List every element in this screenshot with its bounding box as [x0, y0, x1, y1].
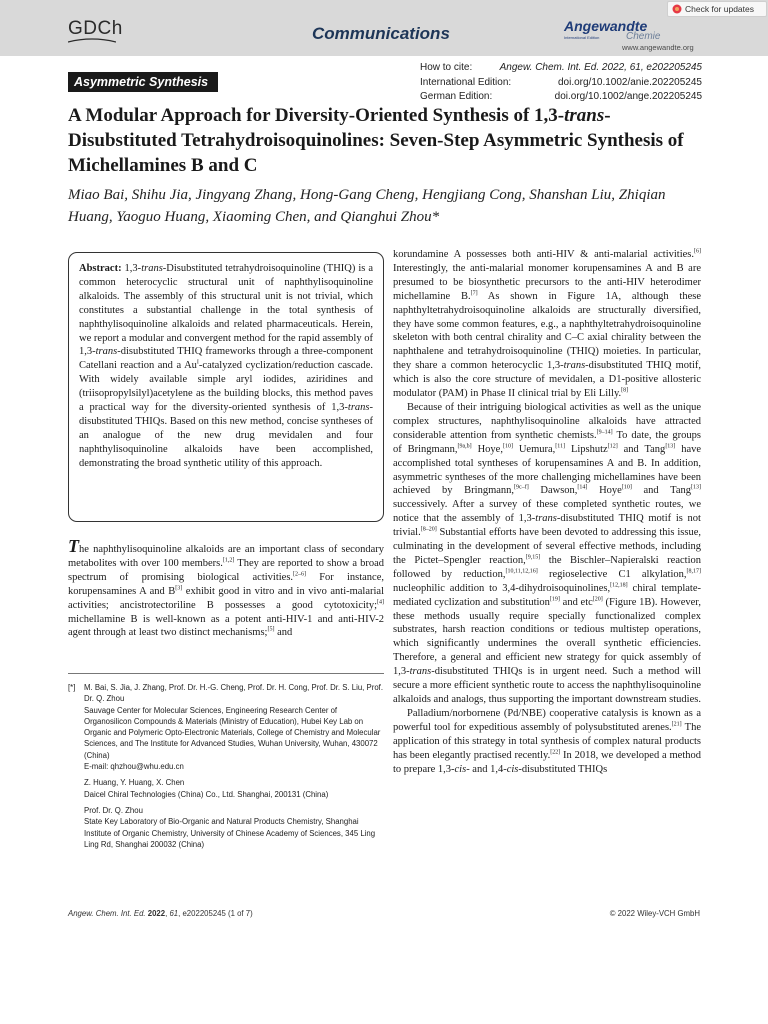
footnote-affiliation: Sauvage Center for Molecular Sciences, Engineering Research Center of Organosilicon Compounds & Materials (Ministry of Education), Hubei Key Lab on Organic and Polymeric Opto-Electronic Materials, College of Chemistry and Molecular Sciences, and The Institute for Advanced Studies, Wuhan University, Wuhan, 430072 (China) [84, 705, 381, 760]
footnote-affiliation: State Key Laboratory of Bio-Organic and Natural Products Chemistry, Shanghai Institute of Organic Chemistry, University of Chinese Academy of Sciences, 345 Ling Ling Rd, Shanghai 200032 (China) [84, 817, 376, 849]
footnote-block [68, 682, 384, 772]
citation-value: Angew. Chem. Int. Ed. 2022, 61, e202205245 [499, 62, 702, 73]
text-run: Lipshutz [565, 443, 608, 455]
text-run: korundamine A possesses both anti-HIV & anti-malarial activities. [393, 249, 694, 260]
footnote-names: M. Bai, S. Jia, J. Zhang, Prof. Dr. H.-G. Cheng, Prof. Dr. H. Cong, Prof. Dr. S. Liu, Prof. Dr. Q. Zhou [84, 683, 383, 704]
abstract-part: -disubstituted THIQs. Based on this new method, concise syntheses of an analogue of the new drug mevidalen and four naphthylisoquinoline alkaloids have been accomplished, demonstrating the broad synthetic utility of this approach. [79, 402, 373, 469]
abstract-label: Abstract: [79, 263, 122, 274]
reference[interactable]: [10] [621, 484, 632, 491]
text-run: Hoye [587, 485, 622, 497]
text-run: Substantial efforts have been devoted to addressing this issue, culminating in the development of several effective methods, including the Pictet–Spengler reaction, [393, 527, 701, 566]
title-part: A Modular Approach for Diversity-Oriented Synthesis of 1,3- [68, 105, 565, 126]
abstract-part: 1,3- [121, 263, 142, 274]
affiliation-footnote [68, 682, 384, 855]
reference[interactable]: [9a,b] [457, 443, 472, 450]
text-run: They are reported to show a broad spectrum of promising biological activities. [68, 557, 384, 583]
reference[interactable]: [9c–f] [514, 484, 529, 491]
section-title: Communications [312, 24, 450, 43]
footnote-body [84, 777, 384, 800]
journal-sub: Chemie [626, 31, 661, 42]
reference[interactable]: [14] [577, 484, 588, 491]
footnote-names: Z. Huang, Y. Huang, X. Chen [84, 778, 185, 788]
reference[interactable]: [13] [665, 443, 676, 450]
footnote-names: Prof. Dr. Q. Zhou [84, 805, 143, 815]
footnote-body [84, 682, 384, 772]
abstract-italic: trans [141, 263, 163, 274]
abstract-italic: trans [347, 402, 370, 414]
italic-run: trans [563, 360, 586, 372]
abstract-part: -Disubstituted tetrahydroisoquinoline (THIQ) is a common heterocyclic structural unit of naphthylisoquinoline alkaloids. The assembly of this structural unit is not trivial, which constitutes a substantial challenge in the total synthesis of naphthylisoquinoline alkaloids and related pharmaceuticals. Herein, we report a modular and convergent method for the rapid assembly of 1,3- [79, 263, 374, 358]
text-run: - and 1,4- [466, 763, 507, 775]
text-run: the Bischler–Napieralski reaction followed by reduction, [393, 554, 701, 580]
footnote-affiliation: Daicel Chiral Technologies (China) Co., Ltd. Shanghai, 200131 (China) [84, 789, 329, 799]
italic-run: cis [454, 763, 467, 775]
text-run: and Tang [617, 443, 666, 455]
footnote-mark-spacer [68, 805, 84, 850]
reference[interactable]: [7] [470, 290, 478, 297]
text-run: Hoye, [471, 443, 503, 455]
text-run: (Figure 1B). However, these methods usually require specially functionalized complex substrates, harsh reaction conditions or tedious multistep operations, which significantly undermines the overall synthetic efficiencies. Therefore, a general and efficient new strategy for quick assembly of 1,3- [393, 596, 701, 678]
abstract-text [79, 262, 373, 471]
page-footer-citation: Angew. Chem. Int. Ed. 2022, 61, e202205245 (1 of 7) [68, 909, 253, 918]
journal-header [0, 0, 768, 56]
text-run: -disubstituted THIQs [518, 763, 608, 775]
drop-cap: T [68, 536, 79, 556]
text-run: and Tang [631, 485, 691, 497]
footnote-block [68, 777, 384, 800]
footnote-mark-spacer [68, 777, 84, 800]
reference[interactable]: [12] [607, 443, 618, 450]
text-run: Palladium/norbornene (Pd/NBE) cooperative catalysis is known as a powerful tool for expeditious assembly of polysubstituted arenes. [393, 707, 701, 733]
publisher-logo: GDCh [68, 18, 123, 39]
footnote-divider [68, 673, 384, 674]
footer-journal: Angew. Chem. Int. Ed. [68, 909, 146, 918]
reference[interactable]: [13] [691, 484, 701, 491]
text-run: -disubstituted THIQ motif, which is also the core structure of mevidalen, a D1-positive allosteric modulator (PAM) in Phase II clinical trial by Eli Lilly. [393, 360, 701, 400]
text-run: successively. After a survey of these completed synthetic routes, we notice that the assembly of 1,3- [393, 499, 701, 525]
text-run: he naphthylisoquinoline alkaloids are an important class of secondary metabolites with over 100 members. [68, 544, 384, 569]
reference[interactable]: [12,18] [610, 582, 628, 589]
check-for-updates-label: Check for updates [685, 4, 754, 14]
footnote-mark: [*] [68, 683, 76, 692]
text-run: exhibit good in vitro and in vivo anti-malarial activities; ancistrotectoriline B possesses a good cytotoxicity; [68, 585, 384, 611]
category-badge: Asymmetric Synthesis [68, 72, 218, 92]
italic-run: cis [506, 763, 519, 775]
citation-row [420, 61, 702, 76]
doi-link-german[interactable]: doi.org/10.1002/ange.202205245 [554, 91, 702, 102]
text-run: For instance, korupensamines A and B [68, 571, 384, 597]
author-list: Miao Bai, Shihu Jia, Jingyang Zhang, Hong-Gang Cheng, Hengjiang Cong, Shanshan Liu, Zhiqian Huang, Yaoguo Huang, Xiaoming Chen, and Qianghui Zhou* [68, 187, 666, 225]
reference[interactable]: [8] [621, 387, 629, 394]
text-run: -disubstituted THIQ motif is not trivial. [393, 513, 701, 539]
reference[interactable]: [1,2] [222, 557, 235, 564]
footnote-email[interactable]: E-mail: qhzhou@whu.edu.cn [84, 762, 184, 772]
paragraph [393, 248, 701, 401]
reference[interactable]: [4] [377, 599, 384, 606]
reference[interactable]: [3] [175, 585, 183, 592]
abstract-part: -catalyzed cyclization/reduction cascade. With widely available simple aryl iodides, aziridines and (triisopropylsilyl)acetylene as the building blocks, this method paves a practical way for the diversity-oriented synthesis of 1,3- [79, 360, 373, 414]
citation-key: German Edition: [420, 91, 493, 102]
check-for-updates-button[interactable] [667, 1, 767, 17]
reference[interactable]: [10,11,12,16] [505, 568, 538, 575]
reference[interactable]: [2–6] [293, 571, 307, 578]
text-run: regioselective C1 alkylation, [537, 568, 687, 580]
footer-pages: , e202205245 (1 of 7) [178, 909, 253, 918]
text-run: Uemura, [512, 443, 556, 455]
citation-key: How to cite: [420, 62, 473, 73]
abstract-part: -disubstituted THIQ frameworks through a three-component Catellani reaction and a Au [79, 346, 373, 372]
reference[interactable]: [9–14] [596, 429, 613, 436]
reference[interactable]: [21] [671, 721, 682, 728]
reference[interactable]: [8–20] [420, 526, 437, 533]
page-footer-copyright: © 2022 Wiley-VCH GmbH [609, 909, 700, 918]
publisher-logo-swoosh [68, 38, 116, 42]
reference[interactable]: [10] [502, 443, 513, 450]
abstract-italic: trans [95, 346, 118, 358]
reference[interactable]: [22] [550, 749, 561, 756]
text-run: chiral template-mediated cyclization and substitution [393, 582, 701, 608]
text-run: Because of their intriguing biological activities as well as the unique complex structures, naphthylisoquinoline alkaloids have attracted considerable attention from synthetic chemists. [393, 401, 701, 441]
reference[interactable]: [5] [267, 626, 275, 633]
journal-edition: International Edition [564, 35, 600, 40]
text-run: The application of this strategy in total synthesis of complex natural products has been elegantly practised recently. [393, 721, 701, 761]
right-column-text [393, 248, 701, 776]
text-run: and etc [559, 596, 593, 608]
text-run: -disubstituted THIQs is in urgent need. Such a method will secure a more efficient synthetic route to access the naphthylisoquinoline alkaloids and analogs, thus supporting the important downstream studies. [393, 666, 701, 705]
text-run: In 2018, we developed a method to prepare 1,3- [393, 749, 701, 775]
footnote-block [68, 805, 384, 850]
italic-run: trans [409, 666, 432, 678]
doi-link-international[interactable]: doi.org/10.1002/anie.202205245 [557, 76, 702, 88]
reference[interactable]: [20] [592, 596, 603, 603]
text-run: nucleophilic addition to 3,4-dihydroisoquinolines, [393, 582, 611, 594]
updates-icon [672, 4, 682, 14]
left-column-text [68, 536, 384, 640]
citation-row [420, 76, 702, 91]
text-run: have accomplished total syntheses of korupensamines A and B. In addition, asymmetric syntheses of the more challenging michellamines have been achieved by Bringmann, [393, 443, 702, 497]
article-title [68, 103, 708, 178]
italic-run: trans [535, 513, 557, 525]
text-run: and [274, 627, 293, 639]
footer-volume: 61 [169, 909, 179, 918]
footer-year: 2022 [147, 909, 166, 918]
citation-block [420, 61, 702, 105]
paragraph [393, 707, 701, 777]
citation-key: International Edition: [420, 76, 512, 88]
text-run: Interestingly, the anti-malarial monomer korupensamines A and B are presumed to be biosynthetic precursors to the anti-HIV heterodimer michellamine B. [393, 262, 701, 302]
journal-url[interactable]: www.angewandte.org [622, 43, 694, 52]
text-run: michellamine B is well-known as a potent anti-HIV-1 and anti-HIV-2 agent through at least two distinct mechanisms; [68, 613, 384, 639]
reference[interactable]: [6] [694, 248, 701, 255]
abstract-sup: I [196, 359, 199, 366]
reference[interactable]: [8,17] [686, 568, 701, 575]
reference[interactable]: [19] [549, 596, 560, 603]
title-italic: trans [564, 105, 605, 126]
text-run: Dawson, [528, 485, 578, 497]
journal-brand: Angewandte [564, 18, 648, 34]
paragraph [393, 401, 701, 707]
title-part: -Disubstituted Tetrahydroisoquinolines: Seven-Step Asymmetric Synthesis of Michellamines B and C [68, 105, 684, 176]
footnote-body [84, 805, 384, 850]
reference[interactable]: [9,15] [525, 554, 541, 561]
text-run: As shown in Figure 1A, although these naphthyltetrahydroisoquinoline alkaloids are structurally diversified, they have some common features, e.g., a naphthyltetrahydroisoquinoline skeleton with both central chirality and C–C axial chirality between the naphthalene and tetrahydroisoquinoline (THIQ) moieties. In particular, they share a common heterocyclic 1,3- [393, 290, 701, 372]
reference[interactable]: [11] [555, 443, 566, 450]
text-run: To date, the groups of Bringmann, [393, 429, 701, 455]
paragraph [68, 536, 384, 640]
